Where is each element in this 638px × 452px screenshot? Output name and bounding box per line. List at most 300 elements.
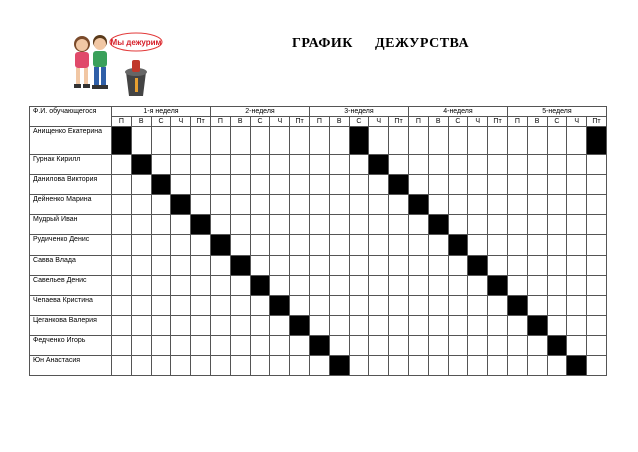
duty-cell [389,296,409,316]
duty-cell [230,235,250,256]
duty-cell [250,316,270,336]
week-header-row [30,107,607,117]
duty-cell [468,296,488,316]
duty-cell [171,215,191,235]
duty-cell [329,256,349,276]
duty-cell [468,356,488,376]
student-row [30,296,607,316]
duty-cell-filled [112,127,132,155]
duty-cell [567,336,587,356]
student-name: Гурнак Кирилл [30,155,112,175]
duty-cell [507,316,527,336]
duty-cell [547,127,567,155]
duty-cell [151,256,171,276]
duty-cell [151,316,171,336]
day-header: П [507,117,527,127]
day-header: В [230,117,250,127]
duty-cell [488,127,508,155]
duty-cell [567,155,587,175]
duty-cell [210,155,230,175]
duty-cell [349,336,369,356]
duty-logo [66,30,166,100]
duty-cell [468,155,488,175]
day-header: С [547,117,567,127]
title-word-1: ГРАФИК [292,36,353,51]
duty-cell [488,256,508,276]
duty-cell [468,276,488,296]
duty-cell-filled [547,336,567,356]
duty-cell [230,276,250,296]
duty-cell [309,235,329,256]
duty-cell [408,215,428,235]
duty-cell [270,316,290,336]
duty-cell [488,356,508,376]
duty-cell [250,336,270,356]
duty-cell [488,336,508,356]
duty-cell [468,127,488,155]
duty-cell [587,195,607,215]
duty-cell [547,356,567,376]
duty-cell [369,356,389,376]
duty-cell [428,256,448,276]
duty-cell [389,276,409,296]
duty-cell [290,336,310,356]
duty-cell [112,175,132,195]
duty-cell [290,215,310,235]
children-illustration [66,30,166,100]
duty-cell [448,127,468,155]
duty-cell [151,235,171,256]
duty-cell [587,256,607,276]
duty-cell [408,356,428,376]
duty-cell [488,175,508,195]
duty-cell [527,155,547,175]
duty-cell-filled [191,215,211,235]
duty-cell [290,127,310,155]
duty-cell [171,316,191,336]
duty-cell [547,235,567,256]
page-title [292,36,469,52]
duty-schedule-table [29,106,607,376]
duty-cell [210,256,230,276]
duty-cell [369,127,389,155]
duty-cell [448,276,468,296]
duty-cell [527,215,547,235]
duty-cell [112,316,132,336]
duty-cell-filled [488,276,508,296]
duty-cell [408,127,428,155]
duty-cell [250,296,270,316]
duty-cell [488,296,508,316]
duty-cell [191,276,211,296]
day-header: П [408,117,428,127]
duty-cell [329,296,349,316]
duty-cell [547,195,567,215]
duty-cell [408,276,428,296]
duty-cell [389,256,409,276]
duty-cell [230,336,250,356]
duty-cell [171,235,191,256]
day-header: С [349,117,369,127]
duty-cell [369,195,389,215]
day-header: С [448,117,468,127]
duty-cell [131,356,151,376]
duty-cell [250,195,270,215]
duty-cell [131,316,151,336]
duty-cell [171,276,191,296]
duty-cell [448,155,468,175]
day-header: Пт [290,117,310,127]
day-header: Пт [191,117,211,127]
duty-cell-filled [309,336,329,356]
day-header: В [131,117,151,127]
day-header: Пт [488,117,508,127]
duty-cell [112,356,132,376]
duty-cell [329,276,349,296]
duty-cell [329,127,349,155]
duty-cell [507,175,527,195]
duty-cell [468,195,488,215]
duty-cell [210,195,230,215]
duty-cell [587,336,607,356]
student-name: Савельев Денис [30,276,112,296]
duty-cell [369,276,389,296]
student-row [30,276,607,296]
duty-cell [290,356,310,376]
duty-cell [230,296,250,316]
duty-cell [270,155,290,175]
duty-cell [210,215,230,235]
duty-cell [329,175,349,195]
duty-cell [349,235,369,256]
week-header: 3-неделя [309,107,408,117]
duty-cell [151,127,171,155]
duty-cell [587,276,607,296]
duty-cell [131,336,151,356]
duty-cell [329,195,349,215]
duty-cell [171,356,191,376]
duty-cell [428,296,448,316]
duty-cell [210,276,230,296]
duty-cell [131,235,151,256]
duty-cell [567,256,587,276]
duty-cell [191,256,211,276]
duty-cell [151,195,171,215]
duty-cell [408,316,428,336]
duty-cell-filled [230,256,250,276]
day-header: С [151,117,171,127]
duty-cell [507,155,527,175]
duty-cell [448,316,468,336]
duty-cell [309,316,329,336]
duty-cell [587,235,607,256]
duty-cell-filled [369,155,389,175]
duty-cell [191,195,211,215]
duty-cell [488,155,508,175]
duty-cell-filled [329,356,349,376]
duty-cell [250,155,270,175]
duty-cell [230,356,250,376]
duty-cell [527,256,547,276]
duty-cell [250,175,270,195]
duty-cell [369,215,389,235]
duty-cell [527,127,547,155]
duty-cell [428,235,448,256]
day-header: П [309,117,329,127]
duty-cell [131,256,151,276]
day-header: Ч [369,117,389,127]
duty-cell-filled [587,127,607,155]
duty-cell [349,195,369,215]
duty-cell [428,356,448,376]
duty-cell [547,175,567,195]
duty-cell [567,195,587,215]
duty-cell [290,175,310,195]
duty-cell [389,127,409,155]
duty-cell [250,356,270,376]
duty-cell [309,155,329,175]
duty-cell [112,235,132,256]
duty-cell [171,256,191,276]
duty-cell [210,356,230,376]
student-name: Мудрый Иван [30,215,112,235]
duty-cell [349,175,369,195]
title-word-2: ДЕЖУРСТВА [374,36,470,51]
duty-cell [329,336,349,356]
duty-cell [309,296,329,316]
duty-cell [112,296,132,316]
duty-cell [290,195,310,215]
day-header-row [30,117,607,127]
student-name: Цеганкова Валерия [30,316,112,336]
duty-cell [309,127,329,155]
duty-cell-filled [428,215,448,235]
duty-cell [369,175,389,195]
duty-cell [349,276,369,296]
duty-cell [329,235,349,256]
day-header: Ч [567,117,587,127]
day-header: Пт [389,117,409,127]
duty-cell [112,276,132,296]
week-header: 2-неделя [210,107,309,117]
duty-cell [151,296,171,316]
student-name: Дейненко Марина [30,195,112,215]
duty-cell [290,276,310,296]
duty-cell [587,316,607,336]
duty-cell [567,296,587,316]
duty-cell-filled [468,256,488,276]
duty-cell [547,276,567,296]
duty-cell [210,336,230,356]
duty-cell [349,356,369,376]
day-header: Ч [171,117,191,127]
duty-cell [428,316,448,336]
student-row [30,195,607,215]
duty-cell [527,195,547,215]
duty-cell [547,215,567,235]
duty-cell-filled [349,127,369,155]
duty-cell [507,127,527,155]
duty-cell [250,127,270,155]
duty-cell [191,235,211,256]
duty-cell [428,276,448,296]
day-header: В [428,117,448,127]
duty-cell [191,356,211,376]
student-row [30,175,607,195]
student-name: Рудиченко Денис [30,235,112,256]
duty-cell [587,296,607,316]
duty-cell [587,175,607,195]
duty-cell [309,195,329,215]
duty-cell [191,127,211,155]
duty-cell [112,336,132,356]
duty-cell [408,296,428,316]
duty-cell [230,175,250,195]
duty-cell [389,195,409,215]
duty-cell [270,195,290,215]
duty-cell [309,215,329,235]
duty-cell [270,235,290,256]
duty-cell [349,316,369,336]
duty-cell [468,336,488,356]
duty-cell [527,235,547,256]
duty-cell-filled [270,296,290,316]
duty-cell [151,215,171,235]
day-header: Ч [468,117,488,127]
duty-cell [448,296,468,316]
student-name: Юн Анастасия [30,356,112,376]
duty-cell [349,296,369,316]
duty-cell-filled [448,235,468,256]
duty-cell-filled [210,235,230,256]
duty-cell [210,127,230,155]
student-row [30,235,607,256]
duty-cell [131,215,151,235]
duty-cell [369,256,389,276]
duty-cell [230,127,250,155]
week-header: 5-неделя [507,107,606,117]
duty-cell [191,296,211,316]
name-column-header: Ф.И. обучающегося [30,107,112,117]
student-row [30,316,607,336]
duty-cell-filled [567,356,587,376]
duty-cell [369,235,389,256]
duty-cell [112,256,132,276]
duty-cell-filled [408,195,428,215]
duty-cell [507,256,527,276]
duty-cell [547,155,567,175]
duty-cell [131,195,151,215]
duty-cell [587,356,607,376]
duty-cell [191,175,211,195]
duty-cell [131,127,151,155]
duty-cell [408,336,428,356]
duty-cell [151,276,171,296]
duty-cell [408,175,428,195]
duty-cell [151,336,171,356]
duty-cell [112,155,132,175]
duty-cell [369,336,389,356]
duty-cell [250,256,270,276]
duty-cell [191,155,211,175]
duty-cell [408,155,428,175]
duty-cell [210,296,230,316]
week-header: 1-я неделя [112,107,211,117]
duty-cell [507,356,527,376]
day-header: Пт [587,117,607,127]
duty-cell [468,235,488,256]
day-header: П [112,117,132,127]
day-header: В [527,117,547,127]
duty-cell [131,276,151,296]
duty-cell [309,175,329,195]
duty-cell [428,127,448,155]
duty-cell [488,235,508,256]
duty-cell [389,215,409,235]
duty-cell [428,175,448,195]
duty-cell [369,296,389,316]
student-row [30,215,607,235]
duty-cell [290,296,310,316]
duty-cell [428,336,448,356]
duty-cell [389,336,409,356]
duty-cell [270,276,290,296]
student-row [30,127,607,155]
duty-cell [171,127,191,155]
duty-cell [468,215,488,235]
duty-cell [131,296,151,316]
duty-cell [131,175,151,195]
duty-cell [112,195,132,215]
duty-cell [171,175,191,195]
duty-cell [290,256,310,276]
duty-cell [329,155,349,175]
duty-cell [389,316,409,336]
duty-cell [527,175,547,195]
duty-cell [567,235,587,256]
duty-cell [567,316,587,336]
day-header: П [210,117,230,127]
duty-cell [389,155,409,175]
duty-cell [349,155,369,175]
student-name: Федченко Игорь [30,336,112,356]
duty-cell-filled [507,296,527,316]
duty-cell [527,276,547,296]
duty-cell [171,296,191,316]
duty-cell [488,215,508,235]
duty-cell [448,256,468,276]
duty-cell [210,175,230,195]
student-name: Чепаева Кристина [30,296,112,316]
duty-cell [507,215,527,235]
day-header: С [250,117,270,127]
duty-cell [428,155,448,175]
student-name: Савва Влада [30,256,112,276]
duty-cell [567,175,587,195]
duty-cell [171,155,191,175]
duty-cell [448,175,468,195]
duty-cell [250,215,270,235]
duty-cell [547,296,567,316]
student-row [30,336,607,356]
duty-cell [527,296,547,316]
svg-text:Мы дежурим: Мы дежурим [110,38,162,47]
student-name: Анищенко Екатерина [30,127,112,155]
duty-cell [567,215,587,235]
duty-cell [587,215,607,235]
duty-cell-filled [527,316,547,336]
duty-cell [230,195,250,215]
